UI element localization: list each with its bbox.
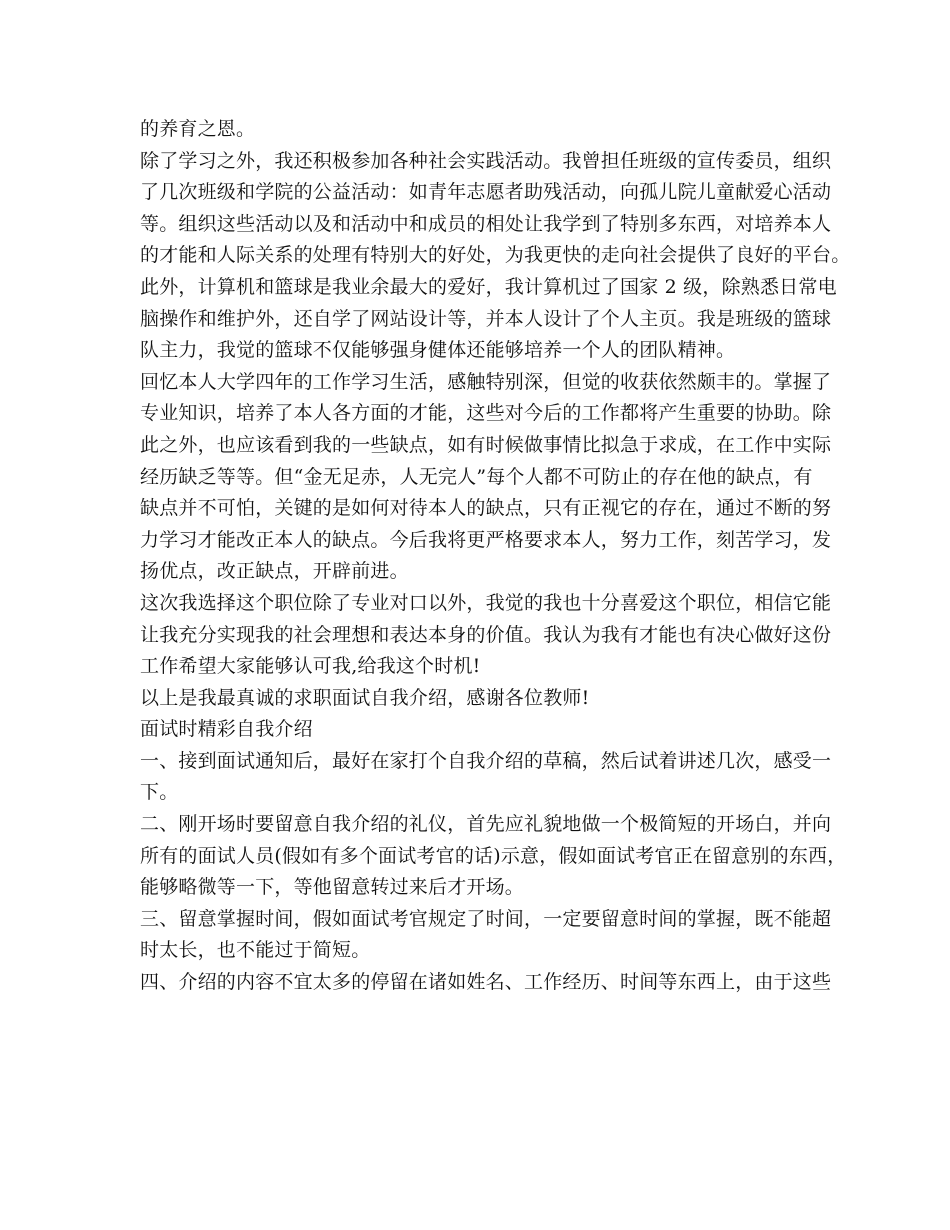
text-line: 除了学习之外，我还积极参加各种社会实践活动。我曾担任班级的宣传委员，组织 — [140, 149, 832, 172]
text-line: 二、刚开场时要留意自我介绍的礼仪，首先应礼貌地做一个极简短的开场白，并向 — [140, 813, 832, 836]
text-line: 所有的面试人员(假如有多个面试考官的话)示意，假如面试考官正在留意别的东西， — [140, 844, 847, 867]
text-line: 扬优点，改正缺点，开辟前进。 — [140, 560, 409, 583]
text-line: 这次我选择这个职位除了专业对口以外，我觉的我也十分喜爱这个职位，相信它能 — [140, 591, 832, 614]
text-line: 一、接到面试通知后，最好在家打个自我介绍的草稿，然后试着讲述几次，感受一 — [140, 749, 832, 772]
text-line: 以上是我最真诚的求职面试自我介绍，感谢各位教师! — [140, 686, 590, 709]
text-line: 下。 — [140, 781, 179, 804]
text-line: 专业知识，培养了本人各方面的才能，这些对今后的工作都将产生重要的协助。除 — [140, 402, 832, 425]
text-line: 此外，计算机和篮球是我业余最大的爱好，我计算机过了国家 2 级，除熟悉日常电 — [140, 275, 837, 298]
text-line: 此之外，也应该看到我的一些缺点，如有时候做事情比拟急于求成，在工作中实际 — [140, 433, 832, 456]
text-line: 四、介绍的内容不宜太多的停留在诸如姓名、工作经历、时间等东西上，由于这些 — [140, 971, 832, 994]
text-line: 力学习才能改正本人的缺点。今后我将更严格要求本人，努力工作，刻苦学习，发 — [140, 528, 832, 551]
text-line: 让我充分实现我的社会理想和表达本身的价值。我认为我有才能也有决心做好这份 — [140, 623, 832, 646]
text-line: 经历缺乏等等。但“金无足赤，人无完人”每个人都不可防止的存在他的缺点，有 — [140, 465, 813, 488]
text-line: 三、留意掌握时间，假如面试考官规定了时间，一定要留意时间的掌握，既不能超 — [140, 907, 832, 930]
document-body — [140, 114, 851, 999]
text-line: 回忆本人大学四年的工作学习生活，感触特别深，但觉的收获依然颇丰的。掌握了 — [140, 370, 832, 393]
text-line: 缺点并不可怕，关键的是如何对待本人的缺点，只有正视它的存在，通过不断的努 — [140, 497, 832, 520]
text-line: 时太长，也不能过于简短。 — [140, 939, 371, 962]
text-line: 工作希望大家能够认可我,给我这个时机! — [140, 655, 481, 678]
text-line: 脑操作和维护外，还自学了网站设计等，并本人设计了个人主页。我是班级的篮球 — [140, 307, 832, 330]
text-line: 队主力，我觉的篮球不仅能够强身健体还能够培养一个人的团队精神。 — [140, 339, 736, 362]
text-line: 能够略微等一下，等他留意转过来后才开场。 — [140, 876, 525, 899]
text-line: 等。组织这些活动以及和活动中和成员的相处让我学到了特别多东西，对培养本人 — [140, 212, 832, 235]
text-line: 了几次班级和学院的公益活动：如青年志愿者助残活动，向孤儿院儿童献爱心活动 — [140, 181, 832, 204]
section-heading: 面试时精彩自我介绍 — [140, 718, 313, 741]
text-line: 的养育之恩。 — [140, 118, 256, 140]
text-line: 的才能和人际关系的处理有特别大的好处，为我更快的走向社会提供了良好的平台。 — [140, 244, 851, 267]
